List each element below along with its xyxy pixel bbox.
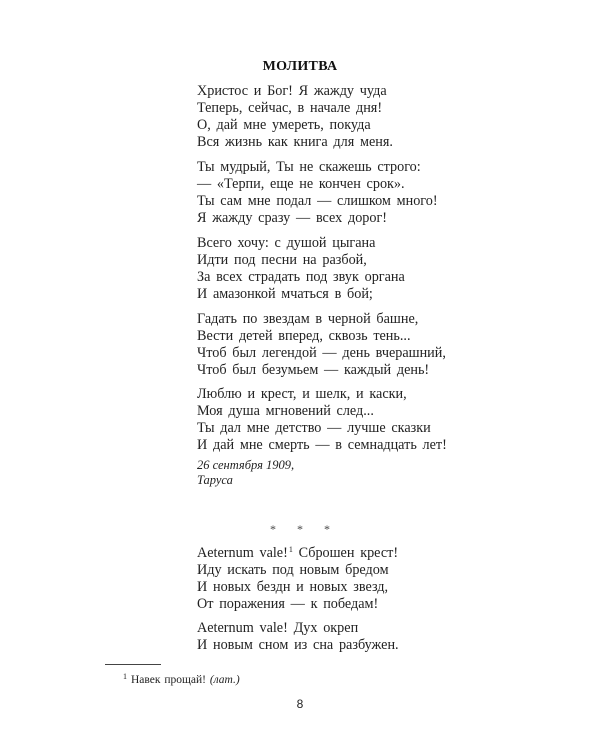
verse-line: [197, 545, 398, 562]
verse-line: Ты дал мне детство — лучше сказки: [197, 420, 431, 436]
verse-line: И новых бездн и новых звезд,: [197, 579, 389, 595]
verse-line: Христос и Бог! Я жажду чуда: [197, 83, 387, 99]
verse-line: Люблю и крест, и шелк, и каски,: [197, 386, 407, 402]
stanza-2: [197, 159, 438, 227]
poem-place: Таруса: [197, 473, 233, 487]
footnote-text: Навек прощай!: [131, 674, 206, 686]
verse-line: Моя душа мгновений след...: [197, 403, 374, 419]
verse-line: Вся жизнь как книга для меня.: [197, 134, 393, 150]
footnote-reference[interactable]: 1: [288, 545, 293, 554]
verse-line: Всего хочу: с душой цыгана: [197, 235, 376, 251]
verse-line: И амазонкой мчаться в бой;: [197, 286, 373, 302]
verse-line: Гадать по звездам в черной башне,: [197, 311, 419, 327]
verse-line: От поражения — к победам!: [197, 596, 379, 612]
verse-line: — «Терпи, еще не кончен срок».: [197, 176, 405, 192]
footnote-language-note: (лат.): [209, 674, 240, 686]
verse-line: Ты мудрый, Ты не скажешь строго:: [197, 159, 421, 175]
poem2-stanza-2: [197, 620, 399, 654]
verse-line: Ты сам мне подал — слишком много!: [197, 193, 438, 209]
verse-line: Aeternum vale! Дух окреп: [197, 620, 359, 636]
verse-line: За всех страдать под звук органа: [197, 269, 405, 285]
poem-dateline: [197, 458, 294, 488]
footnote: [123, 670, 240, 687]
verse-line: Чтоб был легендой — день вчерашний,: [197, 345, 446, 361]
footnote-divider: [105, 664, 161, 665]
verse-line: Идти под песни на разбой,: [197, 252, 367, 268]
asterism-separator: * * *: [270, 522, 339, 536]
verse-line: Теперь, сейчас, в начале дня!: [197, 100, 383, 116]
verse-line: И новым сном из сна разбужен.: [197, 637, 399, 653]
verse-line: Чтоб был безумьем — каждый день!: [197, 362, 430, 378]
stanza-1: [197, 83, 393, 151]
verse-line: Вести детей вперед, сквозь тень...: [197, 328, 411, 344]
poem-date: 26 сентября 1909,: [197, 458, 295, 472]
verse-line-end: Сброшен крест!: [292, 545, 399, 561]
stanza-4: [197, 311, 446, 379]
poem-title: МОЛИТВА: [262, 59, 338, 74]
stanza-3: [197, 235, 405, 303]
verse-line: О, дай мне умереть, покуда: [197, 117, 371, 133]
stanza-5: [197, 386, 447, 454]
footnote-mark: 1: [123, 672, 127, 681]
verse-line: Иду искать под новым бредом: [197, 562, 389, 578]
verse-line-start: Aeternum vale!: [197, 545, 288, 561]
verse-line: Я жажду сразу — всех дорог!: [197, 210, 388, 226]
page-number: 8: [296, 697, 304, 711]
verse-line: И дай мне смерть — в семнадцать лет!: [197, 437, 447, 453]
poem2-stanza-1: [197, 545, 398, 613]
